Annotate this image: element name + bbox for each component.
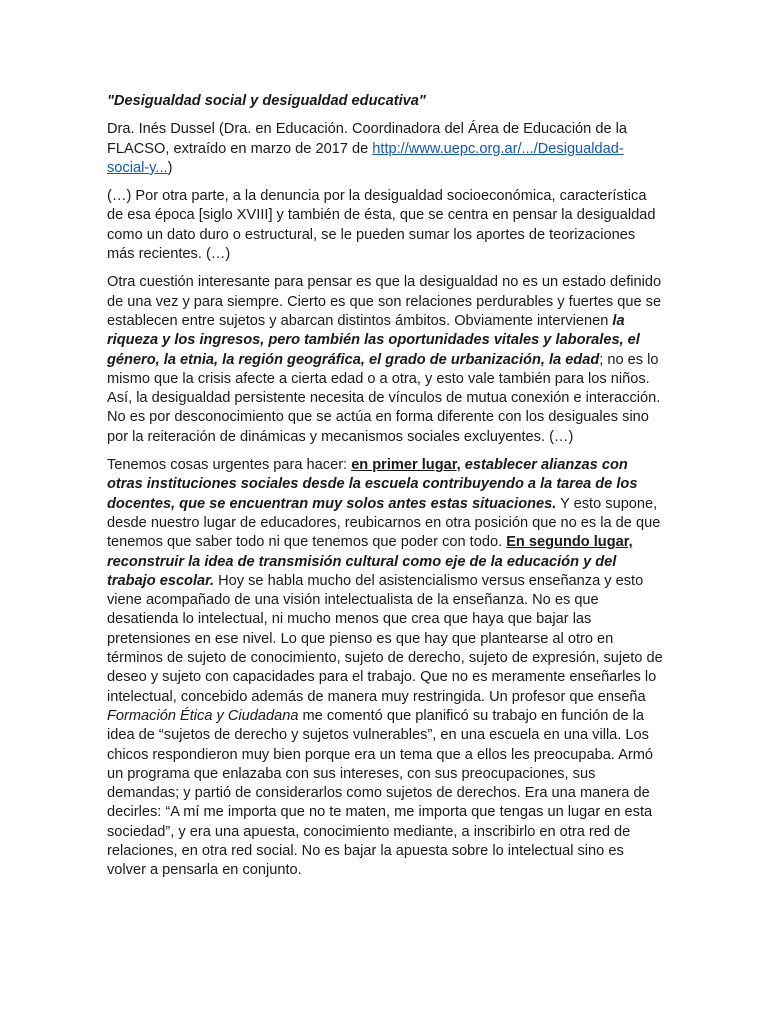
document-body	[107, 92, 663, 890]
author-close: )	[167, 159, 173, 176]
paragraph-3-text-d: Y esto supone, desde nuestro lugar de educadores, reubicarnos en otra posición que no es la de que tenemos que saber todo ni que tenemos que poder con todo.	[107, 495, 661, 551]
paragraph-3-text-a: Tenemos cosas urgentes para hacer:	[107, 457, 352, 474]
author-text: Dra. Inés Dussel (Dra. en Educación. Coordinadora del Área de Educación de la FLACSO, extraído en marzo de 2017 de	[107, 121, 627, 157]
paragraph-3	[107, 456, 663, 881]
second-place-emphasis: reconstruir la idea de transmisión cultural como eje de la educación y del trabajo escolar.	[107, 553, 617, 589]
first-place-label: en primer lugar,	[351, 457, 461, 474]
paragraph-1: (…) Por otra parte, a la denuncia por la desigualdad socioeconómica, característica de esa época [siglo XVIII] y también de ésta, que se centra en pensar la desigualdad como un dato duro o estructural, se le pueden sumar los aportes de teorizaciones más recientes. (…)	[107, 188, 656, 263]
author-paragraph	[107, 120, 663, 178]
paragraph-2	[107, 273, 663, 447]
source-link[interactable]: http://www.uepc.org.ar/.../Desigualdad-social-y...	[107, 140, 624, 176]
subject-title: Formación Ética y Ciudadana	[107, 707, 299, 724]
second-place-label: En segundo lugar,	[506, 534, 633, 551]
paragraph-2-text-a: Otra cuestión interesante para pensar es que la desigualdad no es un estado definido de una vez y para siempre. Cierto es que son relaciones perdurables y fuertes que se establecen entre sujetos y abarcan distintos ámbitos. Obviamente intervienen	[107, 274, 662, 329]
document-title: "Desigualdad social y desigualdad educativa"	[107, 93, 426, 109]
paragraph-3-text-i: me comentó que planificó su trabajo en función de la idea de “sujetos de derecho y sujetos vulnerables”, en una escuela en una villa. Los chicos respondieron muy bien porque era un tema que a ellos les preocupaba. Armó un programa que enlazaba con sus intereses, con sus preocupaciones, sus demandas; y partió de considerarlos como sujetos de derechos. Era una manera de decirles: “A mí me importa que no te maten, me importa que tengas un lugar en esta sociedad”, y era una apuesta, conocimiento mediante, a inscribirlo en otra red de relaciones, en otra red social. No es bajar la apuesta sobre lo intelectual sino es volver a pensarla en conjunto.	[107, 707, 653, 879]
paragraph-2-text-c: ; no es lo mismo que la crisis afecte a cierta edad o a otra, y esto vale también para los niños. Así, la desigualdad persistente necesita de vínculos de mutua conexión e interacción. No es por desconocimiento que se actúa en forma diferente con los desiguales sino por la reiteración de dinámicas y mecanismos sociales excluyentes. (…)	[107, 351, 661, 445]
paragraph-3-text-g: Hoy se habla mucho del asistencialismo versus enseñanza y esto viene acompañado de una visión intelectualista de la enseñanza. No es que desatienda lo intelectual, ni mucho menos que crea que haya que bajar las pretensiones en ese nivel. Lo que pienso es que hay que plantearse al otro en términos de sujeto de conocimiento, sujeto de derecho, sujeto de expresión, sujeto de deseo y sujeto con capacidades para el trabajo. Que no es meramente enseñarles lo intelectual, concebido además de manera muy restringida. Un profesor que enseña	[107, 572, 663, 705]
first-place-emphasis: establecer alianzas con otras instituciones sociales desde la escuela contribuyendo a la tarea de los docentes, que se encuentran muy solos antes estas situaciones.	[107, 457, 638, 512]
paragraph-2-emphasis: la riqueza y los ingresos, pero también las oportunidades vitales y laborales, el género, la etnia, la región geográfica, el grado de urbanización, la edad	[107, 312, 640, 368]
